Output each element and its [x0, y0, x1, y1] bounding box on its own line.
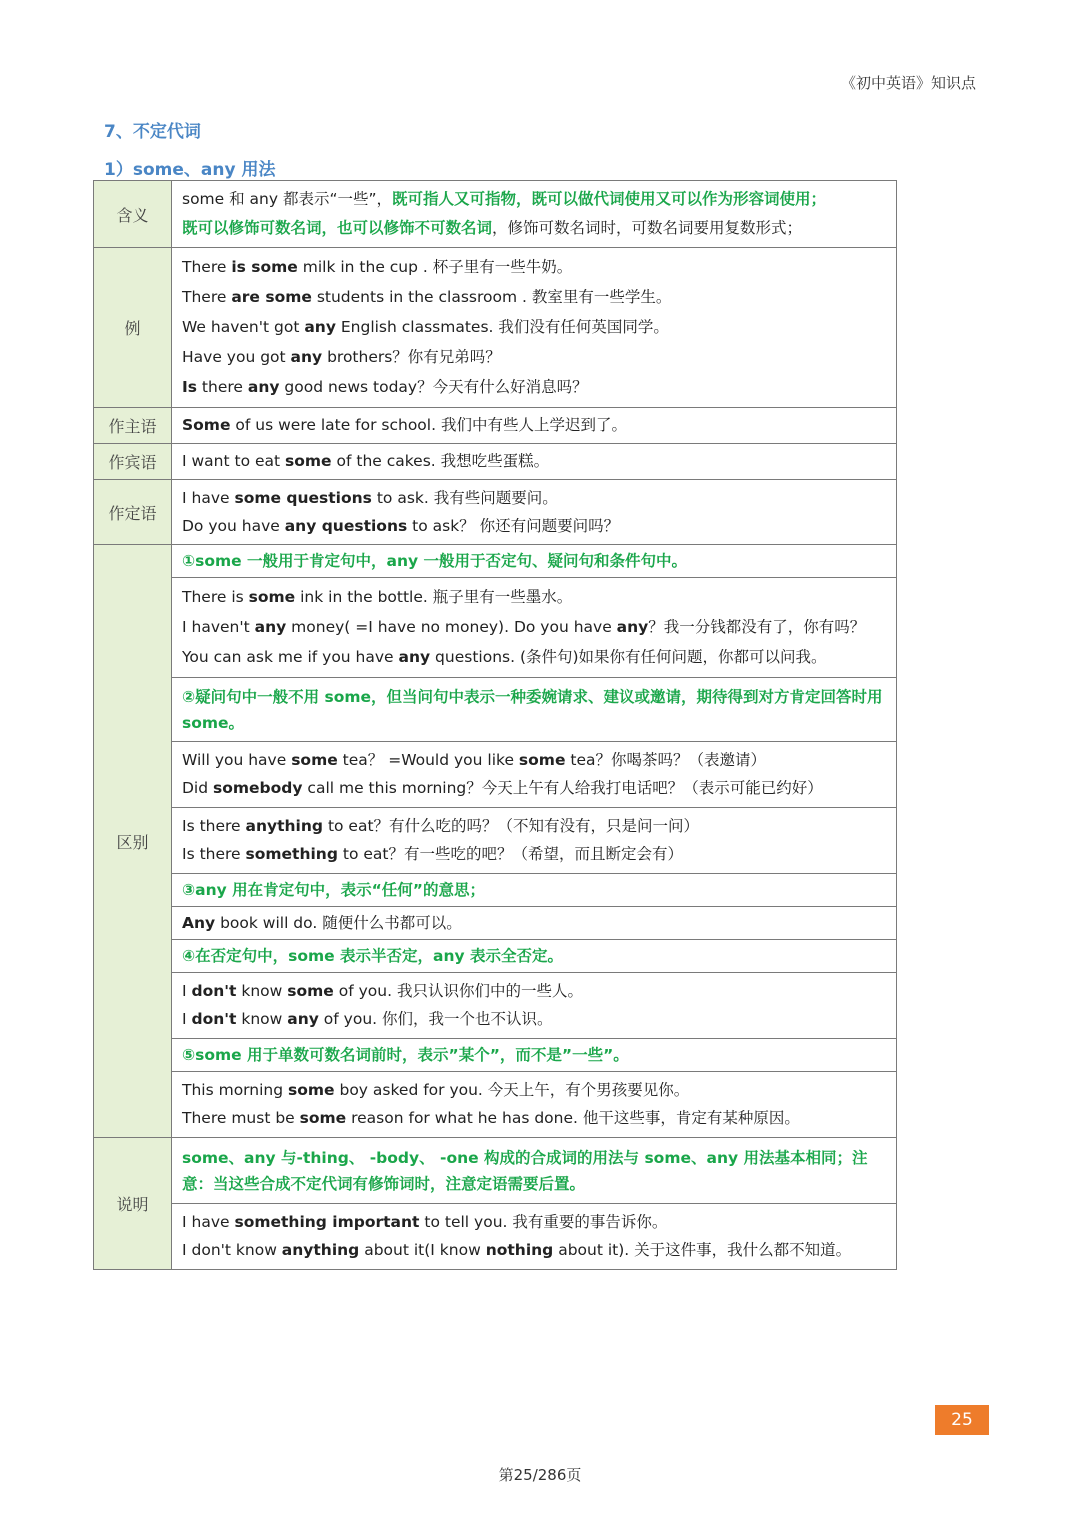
keyword-text: any: [616, 617, 649, 636]
keyword-text: something: [245, 845, 338, 864]
example-text: ink in the bottle. 瓶子里有一些墨水。: [295, 587, 573, 606]
keyword-text: are some: [231, 287, 312, 306]
table-row: [94, 181, 897, 248]
page-footer: 第25/286页: [498, 1466, 582, 1484]
keyword-text: any: [254, 617, 287, 636]
row-content: [172, 444, 897, 480]
table-row: [94, 480, 897, 545]
example-text: There is: [182, 587, 249, 606]
content-line: [182, 1107, 888, 1130]
highlight-text: 既可指人又可指物，既可以做代词使用又可以作为形容词使用；: [392, 190, 827, 208]
content-line: [182, 879, 888, 902]
content-line: [182, 1239, 888, 1262]
keyword-text: some: [299, 1109, 347, 1128]
keyword-text: some questions: [234, 488, 372, 507]
example-text: There: [182, 287, 232, 306]
highlight-text: ⑤some 用于单数可数名词前时，表示”某个”，而不是”一些”。: [182, 1045, 629, 1064]
row-content: [172, 742, 897, 808]
content-line: [182, 1145, 888, 1197]
keyword-text: anything: [281, 1241, 360, 1260]
table-row: [94, 408, 897, 444]
example-text: some 和 any 都表示“一些”，: [182, 190, 393, 208]
table-row: [94, 808, 897, 874]
row-content: [172, 480, 897, 545]
row-content: [172, 973, 897, 1039]
row-content: [172, 248, 897, 408]
example-text: of us were late for school. 我们中有些人上学迟到了。: [230, 416, 627, 434]
example-text: boy asked for you. 今天上午，有个男孩要见你。: [334, 1080, 690, 1099]
example-text: book will do. 随便什么书都可以。: [215, 913, 462, 932]
keyword-text: is some: [231, 257, 298, 276]
example-text: know: [236, 981, 288, 1000]
row-content: [172, 1039, 897, 1072]
content-line: [182, 616, 888, 639]
example-text: We haven't got: [182, 317, 305, 336]
highlight-text: ③any 用在肯定句中，表示“任何”的意思；: [182, 880, 485, 899]
keyword-text: some: [285, 452, 332, 470]
example-text: tea？你喝茶吗？（表邀请）: [565, 750, 767, 769]
table-row: [94, 248, 897, 408]
example-text: There must be: [182, 1109, 300, 1128]
row-content: [172, 1072, 897, 1138]
keyword-text: Any: [182, 913, 216, 932]
table-row: [94, 742, 897, 808]
example-text: I haven't: [182, 617, 255, 636]
content-line: [182, 376, 888, 399]
content-line: [182, 843, 888, 866]
content-line: [182, 749, 888, 772]
example-text: know: [236, 1010, 288, 1029]
section-title: 7、不定代词: [104, 122, 201, 142]
example-text: I have: [182, 488, 235, 507]
content-line: [182, 414, 888, 437]
row-content: [172, 874, 897, 907]
example-text: English classmates. 我们没有任何英国同学。: [335, 317, 669, 336]
table-row: [94, 1039, 897, 1072]
table-row: [94, 578, 897, 678]
highlight-text: ④在否定句中，some 表示半否定，any 表示全否定。: [182, 946, 564, 965]
sub-title: 1）some、any 用法: [104, 160, 276, 180]
keyword-text: Is: [182, 378, 197, 397]
row-label: 作主语: [94, 408, 172, 444]
content-line: [182, 1211, 888, 1234]
example-text: to ask. 我有些问题要问。: [371, 488, 558, 507]
content-line: [182, 188, 888, 211]
keyword-text: somebody: [213, 779, 303, 798]
example-text: There: [182, 257, 232, 276]
keyword-text: some: [291, 750, 338, 769]
example-text: Is there: [182, 816, 246, 835]
example-text: of you. 你们，我一个也不认识。: [318, 1010, 553, 1029]
row-content: [172, 1138, 897, 1204]
content-line: [182, 586, 888, 609]
keyword-text: something important: [234, 1212, 420, 1231]
grammar-table: [93, 180, 897, 1270]
highlight-text: ①some 一般用于肯定句中，any 一般用于否定句、疑问句和条件句中。: [182, 551, 688, 570]
example-text: to tell you. 我有重要的事告诉你。: [419, 1212, 668, 1231]
keyword-text: any: [290, 348, 323, 367]
keyword-text: don't: [191, 1010, 237, 1029]
table-row: [94, 444, 897, 480]
example-text: I don't know: [182, 1241, 282, 1260]
keyword-text: some: [288, 1080, 335, 1099]
table-row: [94, 1204, 897, 1270]
content-line: [182, 912, 888, 935]
example-text: Do you have: [182, 516, 285, 535]
keyword-text: Some: [182, 416, 231, 434]
highlight-text: some、any 与-thing、 -body、 -one 构成的合成词的用法与 some、any 用法基本相同；注意：当这些合成不定代词有修饰词时，注意定语需要后置。: [182, 1148, 868, 1193]
row-label: 区别: [94, 545, 172, 1138]
row-label: 作宾语: [94, 444, 172, 480]
keyword-text: some: [248, 587, 296, 606]
content-line: [182, 1044, 888, 1067]
example-text: of the cakes. 我想吃些蛋糕。: [331, 452, 550, 470]
example-text: I have: [182, 1212, 235, 1231]
table-row: [94, 940, 897, 973]
example-text: to eat？有什么吃的吗？（不知有没有，只是问一问）: [323, 816, 700, 835]
example-text: I: [182, 981, 192, 1000]
keyword-text: any questions: [284, 516, 408, 535]
example-text: Did: [182, 779, 214, 798]
example-text: This morning: [182, 1080, 289, 1099]
content-line: [182, 487, 888, 510]
content-line: [182, 815, 888, 838]
row-content: [172, 1204, 897, 1270]
keyword-text: don't: [191, 981, 237, 1000]
table-row: [94, 678, 897, 742]
row-content: [172, 907, 897, 940]
example-text: there: [197, 378, 248, 397]
content-line: [182, 550, 888, 573]
keyword-text: some: [518, 750, 566, 769]
keyword-text: anything: [245, 816, 324, 835]
row-content: [172, 678, 897, 742]
page-number-badge: 25: [935, 1405, 989, 1435]
example-text: I: [182, 1010, 192, 1029]
example-text: questions. (条件句)如果你有任何问题，你都可以问我。: [430, 648, 827, 667]
keyword-text: nothing: [485, 1241, 554, 1260]
content-line: [182, 684, 888, 736]
content-line: [182, 346, 888, 369]
example-text: to eat？有一些吃的吧？（希望，而且断定会有）: [337, 845, 683, 864]
example-text: call me this morning？今天上午有人给我打电话吧？（表示可能已约好）: [302, 779, 823, 798]
table-row: [94, 1138, 897, 1204]
keyword-text: some: [287, 981, 334, 1000]
example-text: milk in the cup . 杯子里有一些牛奶。: [297, 257, 573, 276]
example-text: Have you got: [182, 348, 291, 367]
example-text: to ask？ 你还有问题要问吗？: [407, 516, 620, 535]
table-row: [94, 545, 897, 578]
table-row: [94, 1072, 897, 1138]
content-line: [182, 980, 888, 1003]
content-line: [182, 1079, 888, 1102]
content-line: [182, 450, 888, 473]
keyword-text: any: [304, 317, 336, 336]
content-line: [182, 945, 888, 968]
row-content: [172, 545, 897, 578]
row-content: [172, 181, 897, 248]
example-text: ？我一分钱都没有了，你有吗？: [648, 617, 866, 636]
example-text: tea？ =Would you like: [337, 750, 519, 769]
book-title: 《初中英语》知识点: [840, 74, 976, 92]
example-text: brothers？你有兄弟吗？: [322, 348, 501, 367]
content-line: [182, 777, 888, 800]
table-row: [94, 874, 897, 907]
example-text: money( =I have no money). Do you have: [286, 617, 617, 636]
example-text: reason for what he has done. 他干这些事，肯定有某种原因。: [346, 1109, 800, 1128]
keyword-text: any: [398, 648, 431, 667]
row-label: 例: [94, 248, 172, 408]
row-content: [172, 940, 897, 973]
example-text: ，修饰可数名词时，可数名词要用复数形式；: [492, 219, 803, 237]
example-text: of you. 我只认识你们中的一些人。: [333, 981, 583, 1000]
table-row: [94, 973, 897, 1039]
example-text: good news today？今天有什么好消息吗？: [279, 378, 588, 397]
content-line: [182, 316, 888, 339]
row-label: 含义: [94, 181, 172, 248]
table-row: [94, 907, 897, 940]
example-text: I want to eat: [182, 452, 286, 470]
content-line: [182, 646, 888, 669]
row-label: 说明: [94, 1138, 172, 1270]
row-content: [172, 408, 897, 444]
content-line: [182, 286, 888, 309]
example-text: about it). 关于这件事，我什么都不知道。: [553, 1241, 852, 1260]
example-text: about it(I know: [359, 1241, 486, 1260]
example-text: Will you have: [182, 750, 292, 769]
row-label: 作定语: [94, 480, 172, 545]
content-line: [182, 256, 888, 279]
highlight-text: 既可以修饰可数名词，也可以修饰不可数名词: [182, 219, 493, 237]
content-line: [182, 217, 888, 240]
keyword-text: any: [247, 378, 280, 397]
content-line: [182, 1008, 888, 1031]
example-text: You can ask me if you have: [182, 648, 399, 667]
row-content: [172, 808, 897, 874]
row-content: [172, 578, 897, 678]
keyword-text: any: [287, 1010, 319, 1029]
example-text: students in the classroom . 教室里有一些学生。: [311, 287, 672, 306]
highlight-text: ②疑问句中一般不用 some，但当问句中表示一种委婉请求、建议或邀请，期待得到对方肯定回答时用 some。: [182, 687, 883, 732]
example-text: Is there: [182, 845, 246, 864]
content-line: [182, 515, 888, 538]
